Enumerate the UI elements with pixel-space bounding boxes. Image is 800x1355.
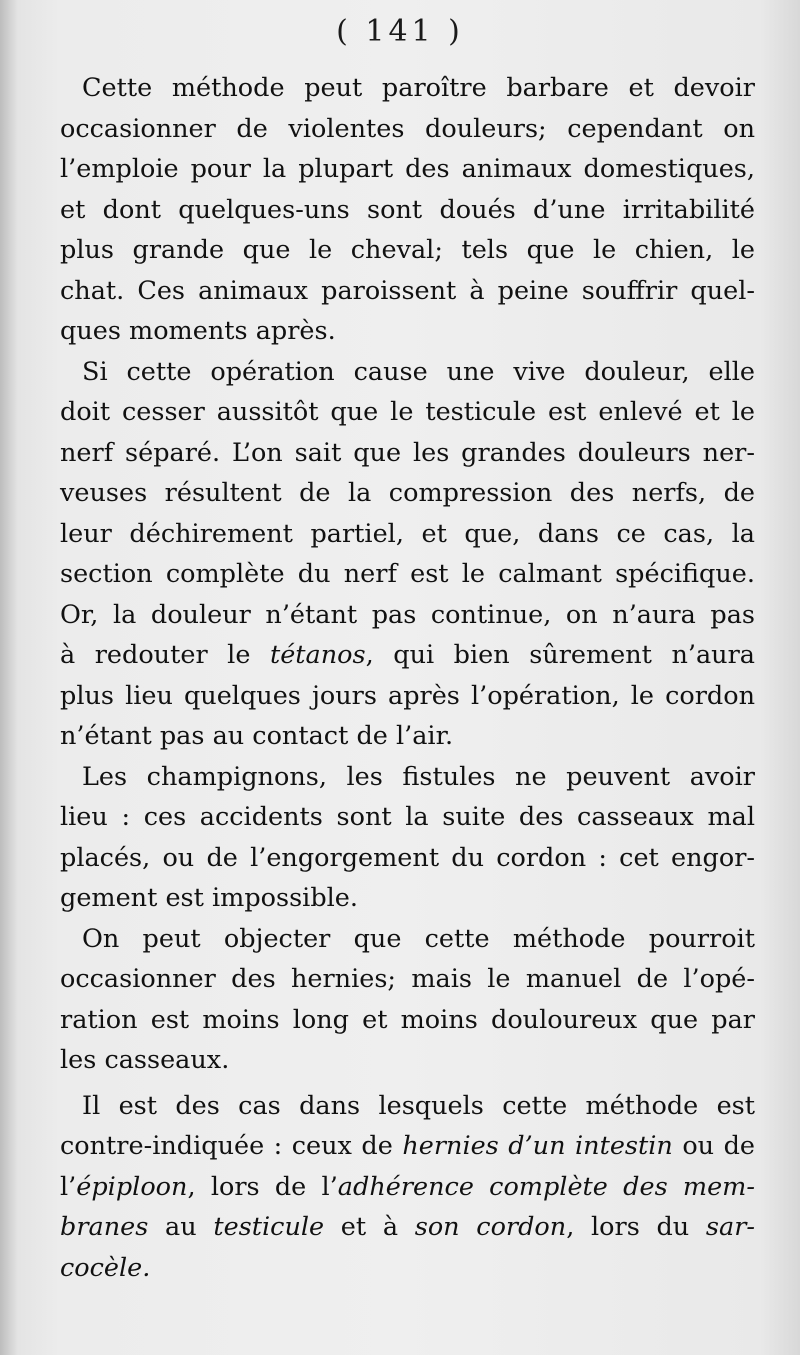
text-run: et à	[324, 1212, 415, 1242]
text-line: plus lieu quelques jours après l’opération, le cordon	[60, 680, 755, 711]
text-line: ques moments après.	[60, 316, 336, 346]
text-line: Si cette opération cause une vive douleur, elle	[82, 356, 755, 387]
text-run: Il est des cas dans lesquels cette méthode est	[82, 1090, 755, 1121]
text-line: Or, la douleur n’étant pas continue, on n’aura pas	[60, 599, 755, 630]
text-line: plus grande que le cheval; tels que le chien, le	[60, 235, 755, 265]
text-line: nerf séparé. L’on sait que les grandes douleurs ner-	[60, 437, 755, 468]
text-line: placés, ou de l’engorgement du cordon : cet engor-	[60, 842, 755, 873]
text-line: On peut objecter que cette méthode pourroit	[82, 923, 755, 954]
text-line: Cette méthode peut paroître barbare et devoir	[82, 73, 755, 103]
paragraph-5	[60, 1086, 755, 1289]
body-text	[60, 68, 755, 1288]
paragraph-2	[60, 352, 755, 757]
italic-term-sarcocele: sar-	[705, 1212, 756, 1242]
page-number: ( 141 )	[336, 14, 464, 49]
italic-term-epiploon: épiploon	[76, 1171, 188, 1202]
text-line: section complète du nerf est le calmant spécifique.	[60, 559, 755, 589]
text-run: , lors du	[566, 1212, 706, 1242]
text-line: n’étant pas au contact de l’air.	[60, 721, 454, 751]
text-line: et dont quelques-uns sont doués d’une irritabilité	[60, 194, 755, 225]
text-line: les casseaux.	[60, 1045, 230, 1075]
paragraph-3	[60, 757, 755, 919]
italic-term-adherence: adhérence complète des mem-	[337, 1171, 755, 1202]
text-run: , lors de l’	[187, 1171, 338, 1202]
text-run: ou de	[672, 1131, 755, 1161]
text-line: lieu : ces accidents sont la suite des casseaux mal	[60, 802, 755, 832]
text-run: contre-indiquée : ceux de	[60, 1131, 403, 1161]
text-line: Les champignons, les fistules ne peuvent avoir	[82, 761, 755, 792]
text-line	[60, 1126, 755, 1167]
text-line: leur déchirement partiel, et que, dans ce cas, la	[60, 518, 755, 549]
italic-term-cordon: son cordon	[414, 1212, 567, 1242]
italic-term-sarcocele-end: cocèle.	[60, 1252, 151, 1283]
text-line	[60, 1167, 755, 1208]
text-line	[60, 1207, 755, 1248]
text-line	[60, 1248, 755, 1289]
text-line: occasionner de violentes douleurs; cependant on	[60, 113, 755, 144]
text-line: occasionner des hernies; mais le manuel de l’opé-	[60, 964, 755, 994]
text-line: veuses résultent de la compression des nerfs, de	[60, 478, 755, 508]
text-run: à redouter le	[60, 640, 270, 670]
italic-term-testicule: testicule	[213, 1212, 325, 1242]
text-run: , qui bien sûrement n’aura	[365, 640, 755, 670]
text-line	[60, 1086, 755, 1127]
text-line: ration est moins long et moins douloureux que par	[60, 1004, 755, 1035]
text-run: au	[148, 1212, 214, 1242]
italic-term-tetanos: tétanos	[269, 640, 366, 670]
text-run: l’	[60, 1171, 77, 1202]
text-line	[60, 635, 755, 676]
text-line: l’emploie pour la plupart des animaux domestiques,	[60, 154, 755, 184]
italic-term-hernies: hernies d’un intestin	[402, 1131, 673, 1161]
text-line: gement est impossible.	[60, 883, 359, 913]
italic-term-branes: branes	[60, 1212, 149, 1242]
paragraph-1	[60, 68, 755, 352]
text-line: doit cesser aussitôt que le testicule est enlevé et le	[60, 397, 755, 427]
text-line: chat. Ces animaux paroissent à peine souffrir quel-	[60, 275, 755, 306]
paragraph-4	[60, 919, 755, 1081]
